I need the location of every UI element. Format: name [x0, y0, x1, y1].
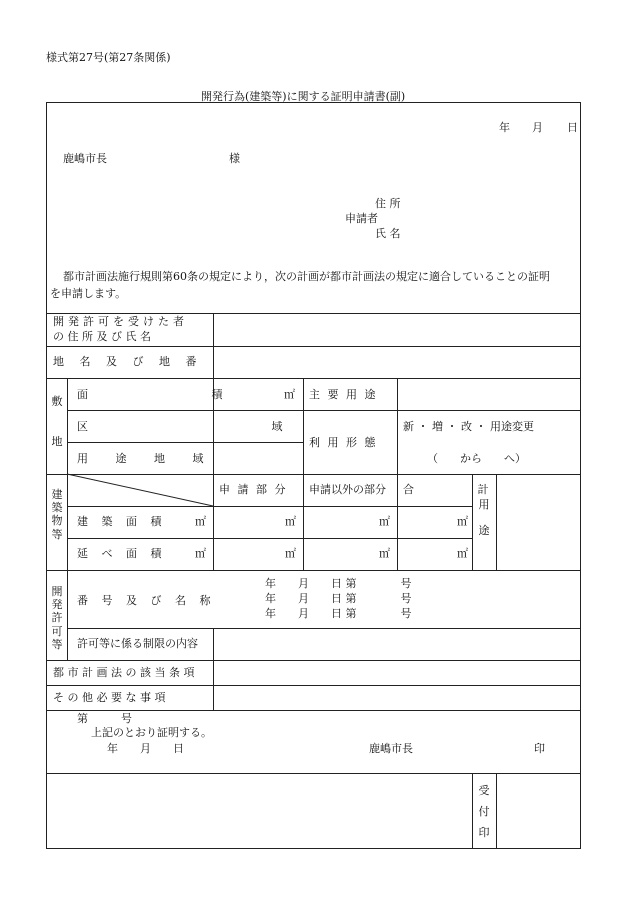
floor-area-label: 延 べ 面 積	[77, 547, 167, 560]
floor-area-unit2: ㎡	[285, 547, 296, 560]
col-total: 合 計	[403, 483, 519, 496]
cert-number: 第 号	[77, 712, 132, 725]
usage-from-to: （ から へ）	[427, 452, 526, 465]
date-month: 月	[532, 121, 543, 134]
statement-line1: 都市計画法施行規則第60条の規定により，次の計画が都市計画法の規定に適合していることの証明	[63, 270, 550, 283]
location-label: 地 名 及 び 地 番	[53, 355, 203, 368]
zone-label: 区 域	[77, 420, 373, 433]
number-and-name-label: 番 号 及 び 名 称	[77, 594, 216, 607]
col-applied: 申 請 部 分	[219, 483, 288, 496]
building-area-unit4: ㎡	[457, 515, 468, 528]
usage-form-label: 利 用 形 態	[309, 436, 378, 449]
restriction-label: 許可等に係る制限の内容	[77, 637, 198, 650]
permit-line-1: 年 月 日 第 号	[265, 577, 412, 590]
floor-area-unit3: ㎡	[379, 547, 390, 560]
cert-mayor: 鹿嶋市長	[369, 742, 413, 755]
permit-holder-label-1: 開発許可を受けた者	[53, 315, 188, 328]
floor-area-unit4: ㎡	[457, 547, 468, 560]
form-frame	[46, 102, 581, 849]
city-plan-article-label: 都 市 計 画 法 の 該 当 条 項	[53, 666, 195, 679]
permit-holder-label-2: の 住 所 及 び 氏 名	[53, 330, 151, 343]
applicant-label: 申請者	[345, 212, 378, 225]
date-day: 日	[567, 121, 578, 134]
cert-seal: 印	[534, 742, 545, 755]
statement-line2: を申請します。	[50, 287, 127, 300]
permit-line-2: 年 月 日 第 号	[265, 592, 412, 605]
date-year: 年	[499, 121, 510, 134]
building-area-unit3: ㎡	[379, 515, 390, 528]
usage-options: 新 ・ 増 ・ 改 ・ 用途変更	[403, 420, 534, 433]
floor-area-unit1: ㎡	[195, 547, 206, 560]
main-use-label: 主 要 用 途	[309, 388, 378, 401]
applicant-address-label: 住 所	[375, 197, 401, 210]
site-label: 敷 地	[51, 395, 63, 448]
building-area-unit1: ㎡	[195, 515, 206, 528]
permit-line-3: 年 月 日 第 号	[265, 607, 412, 620]
building-label: 建 築 物 等	[51, 488, 63, 541]
form-number: 様式第27号(第27条関係)	[46, 51, 171, 64]
addressee-mayor: 鹿嶋市長	[63, 152, 107, 165]
form-title: 開発行為(建築等)に関する証明申請書(副)	[201, 90, 406, 103]
building-area-unit2: ㎡	[285, 515, 296, 528]
applicant-name-label: 氏 名	[375, 227, 401, 240]
building-area-label: 建 築 面 積	[77, 515, 167, 528]
col-other: 申請以外の部分	[309, 483, 386, 496]
area-unit: ㎡	[284, 388, 295, 401]
land-use-zone-label: 用 途 地 域	[77, 452, 216, 465]
receipt-stamp-label: 受 付 印	[478, 784, 490, 839]
other-matters-label: そ の 他 必 要 な 事 項	[53, 691, 166, 704]
dev-permit-label: 開 発 許 可 等	[51, 585, 63, 651]
col-use: 用 途	[478, 498, 490, 538]
cert-date: 年 月 日	[107, 742, 184, 755]
cert-text: 上記のとおり証明する。	[91, 726, 212, 739]
addressee-honorific: 様	[229, 152, 240, 165]
area-label: 面 積	[77, 388, 283, 401]
